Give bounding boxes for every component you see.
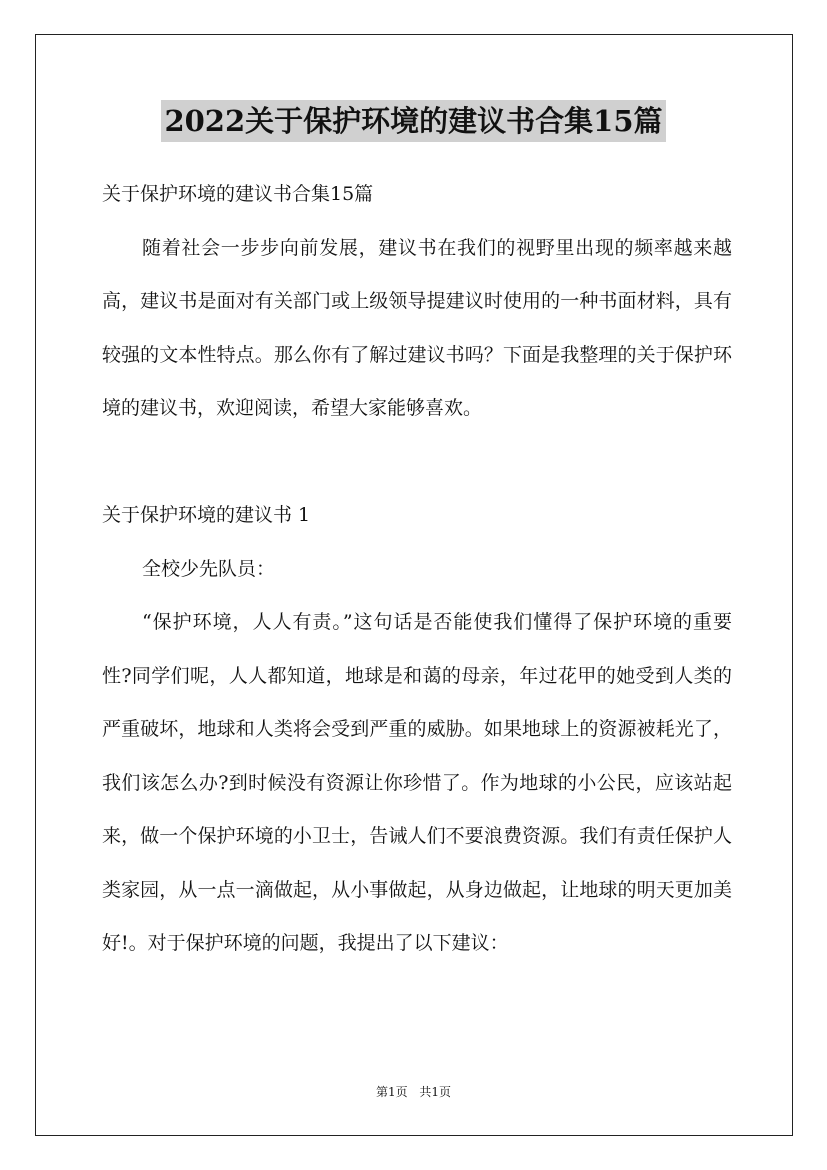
title-container	[0, 100, 827, 142]
page-number: 第1页	[375, 1085, 408, 1099]
intro-paragraph: 随着社会一步步向前发展，建议书在我们的视野里出现的频率越来越高，建议书是面对有关部门或上级领导提建议时使用的一种书面材料，具有较强的文本性特点。那么你有了解过建议书吗？下面是我整理的关于保护环境的建议书，欢迎阅读，希望大家能够喜欢。	[102, 236, 732, 419]
body-paragraph: “保护环境，人人有责。”这句话是否能使我们懂得了保护环境的重要性?同学们呢，人人都知道，地球是和蔼的母亲，年过花甲的她受到人类的严重破坏，地球和人类将会受到严重的威胁。如果地球上的资源被耗光了，我们该怎么办?到时候没有资源让你珍惜了。作为地球的小公民，应该站起来，做一个保护环境的小卫士，告诫人们不要浪费资源。我们有责任保护人类家园，从一点一滴做起，从小事做起，从身边做起，让地球的明天更加美好!。对于保护环境的问题，我提出了以下建议：	[102, 611, 732, 954]
paragraph-spacer	[102, 436, 732, 490]
subtitle: 关于保护环境的建议书合集15篇	[102, 183, 374, 205]
salutation: 全校少先队员：	[142, 557, 276, 580]
document-title: 2022关于保护环境的建议书合集15篇	[161, 100, 665, 142]
page-total: 共1页	[419, 1085, 452, 1099]
document-body	[102, 168, 732, 971]
page-footer	[0, 1083, 827, 1100]
section-heading: 关于保护环境的建议书 1	[102, 504, 311, 526]
